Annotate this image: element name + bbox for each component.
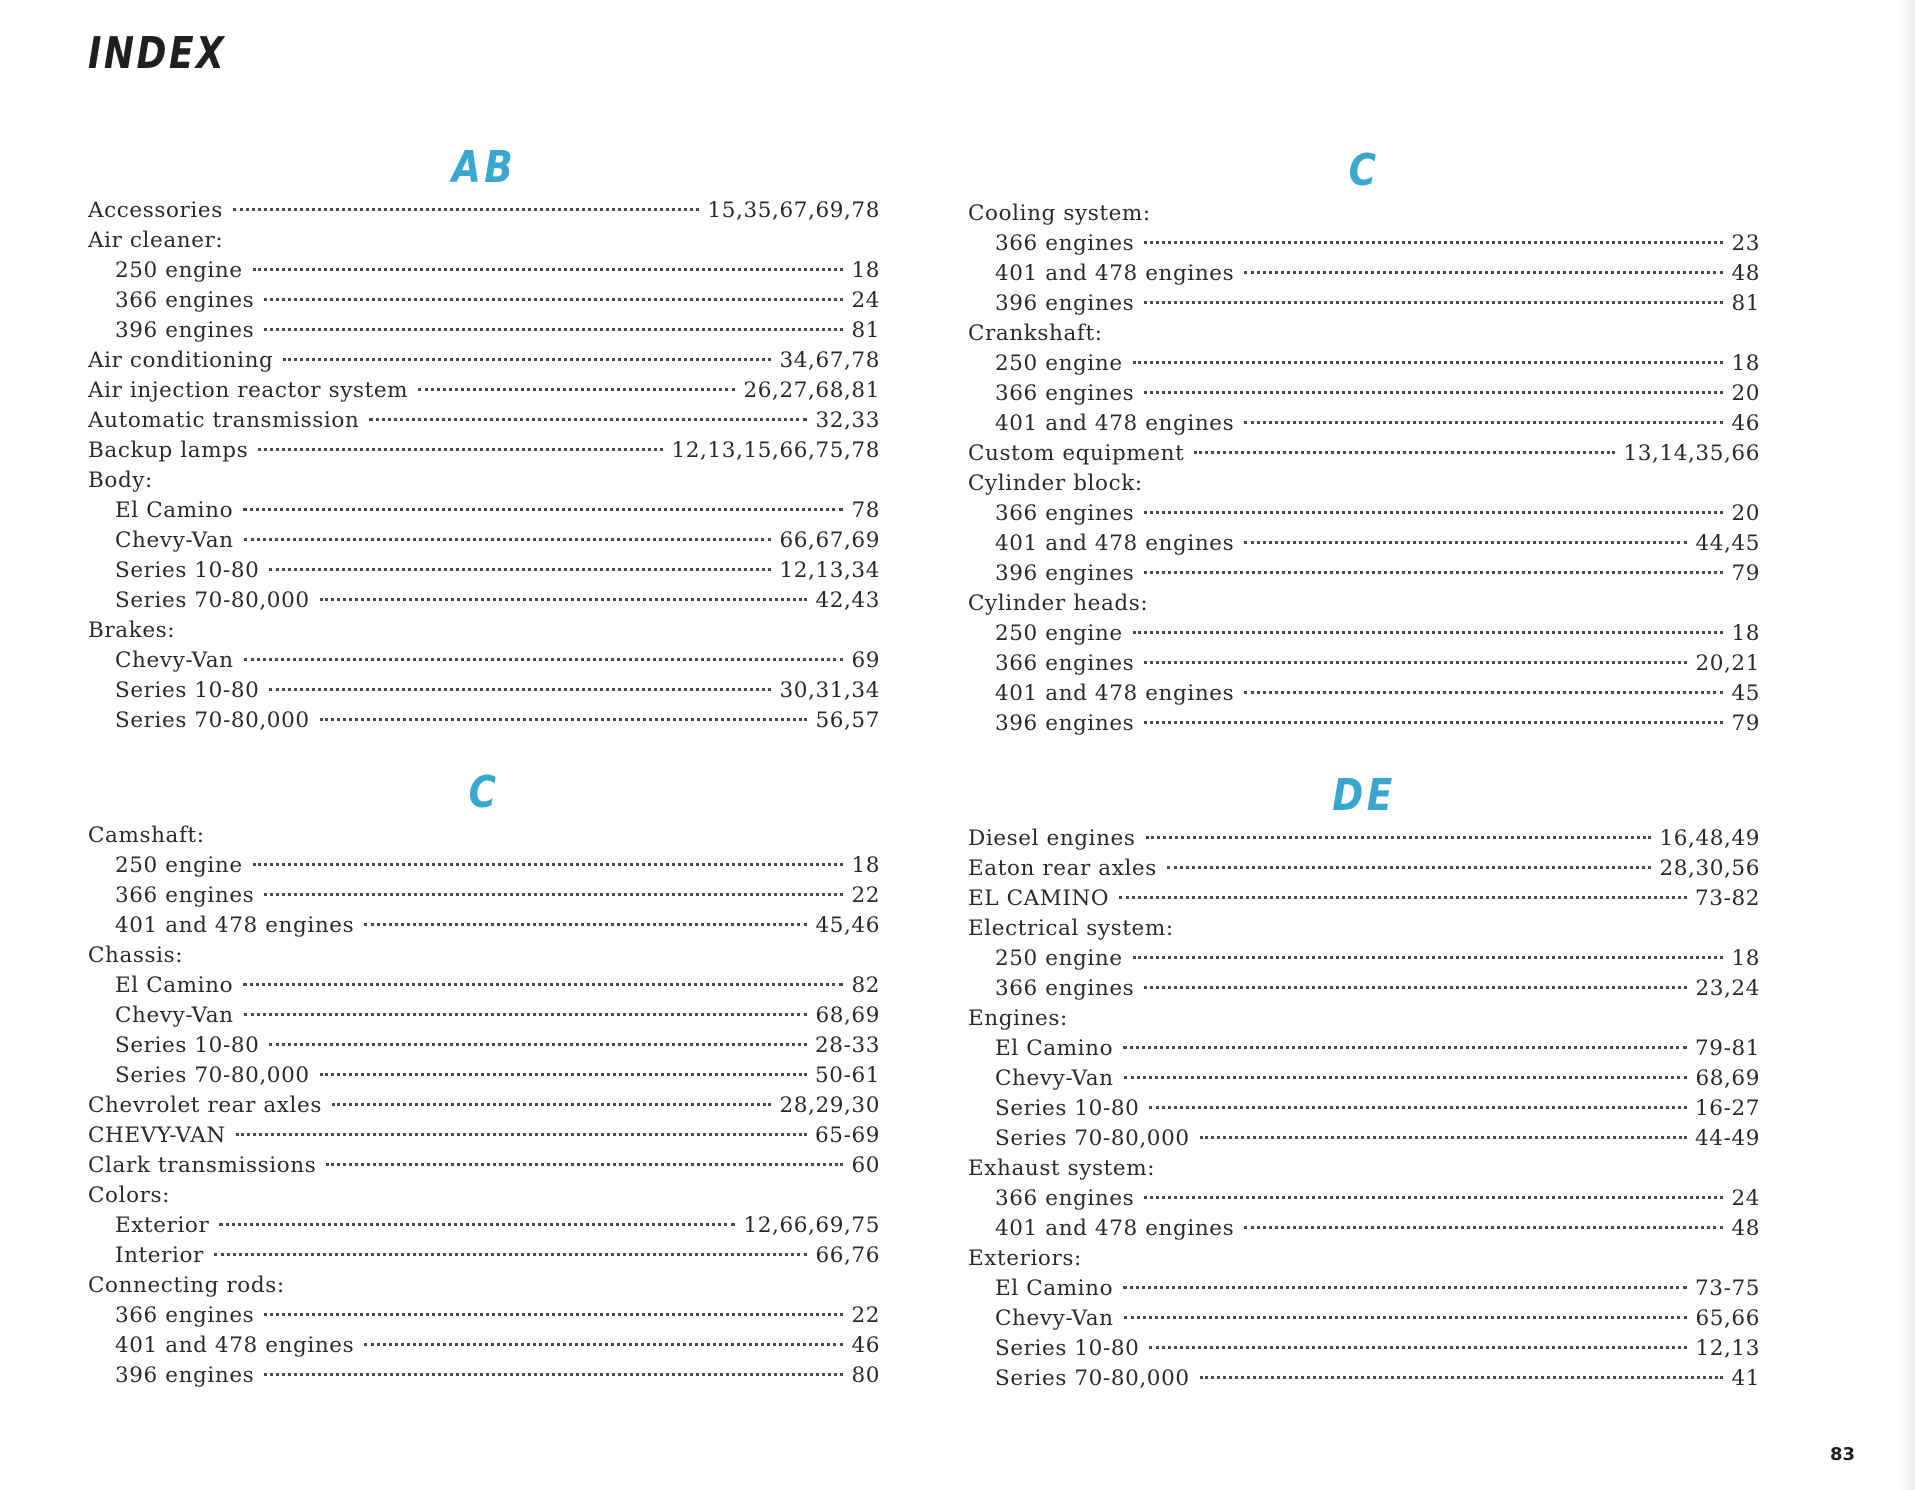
entry-label: Exterior (115, 1213, 210, 1238)
entry-label: 396 engines (995, 561, 1135, 586)
index-subentry (88, 911, 880, 941)
entry-pages: 18 (1731, 621, 1760, 646)
entry-pages: 50-61 (815, 1063, 880, 1088)
entry-pages: 26,27,68,81 (743, 378, 880, 403)
entry-label: Chevy-Van (115, 648, 234, 673)
dot-leader (1244, 421, 1723, 424)
dot-leader (1144, 1196, 1723, 1199)
entry-pages: 28-33 (815, 1033, 880, 1058)
index-entry (88, 196, 880, 226)
dot-leader (1146, 836, 1652, 839)
index-entry (968, 1004, 1760, 1034)
entry-pages: 24 (1731, 1186, 1760, 1211)
dot-leader (236, 1133, 807, 1136)
entry-label: Chevy-Van (995, 1066, 1114, 1091)
entry-label: 396 engines (115, 318, 255, 343)
entry-pages: 80 (851, 1363, 880, 1388)
entry-label: Backup lamps (88, 438, 249, 463)
index-entry (88, 1091, 880, 1121)
index-subentry (88, 496, 880, 526)
entry-pages: 16,48,49 (1659, 826, 1760, 851)
index-entry (968, 1244, 1760, 1274)
dot-leader (1144, 721, 1723, 724)
entry-label: 366 engines (995, 976, 1135, 1001)
index-subentry (88, 1211, 880, 1241)
dot-leader (264, 1373, 843, 1376)
index-subentry (88, 646, 880, 676)
entry-label: Air cleaner: (88, 228, 224, 253)
dot-leader (1244, 691, 1723, 694)
index-entry (88, 1151, 880, 1181)
section-c-right (968, 143, 1760, 739)
entry-label: Chevy-Van (115, 528, 234, 553)
dot-leader (244, 658, 844, 661)
entry-pages: 46 (1731, 411, 1760, 436)
entry-pages: 44,45 (1695, 531, 1760, 556)
entry-label: 366 engines (995, 381, 1135, 406)
entry-pages: 79 (1731, 711, 1760, 736)
dot-leader (269, 1043, 807, 1046)
section-de (968, 768, 1760, 1394)
entry-pages: 81 (1731, 291, 1760, 316)
index-subentry (88, 1361, 880, 1391)
index-subentry (968, 649, 1760, 679)
index-subentry (88, 851, 880, 881)
index-subentry (968, 409, 1760, 439)
index-subentry (88, 1001, 880, 1031)
dot-leader (1200, 1376, 1724, 1379)
dot-leader (1119, 896, 1687, 899)
entry-pages: 15,35,67,69,78 (707, 198, 880, 223)
entry-pages: 23,24 (1695, 976, 1760, 1001)
entry-pages: 41 (1731, 1366, 1760, 1391)
entry-label: Cylinder heads: (968, 591, 1149, 616)
entry-label: EL CAMINO (968, 886, 1110, 911)
entry-label: 396 engines (115, 1363, 255, 1388)
dot-leader (364, 1343, 843, 1346)
dot-leader (1149, 1346, 1687, 1349)
entry-label: 366 engines (115, 883, 255, 908)
entry-label: Series 10-80 (115, 678, 260, 703)
entry-label: Clark transmissions (88, 1153, 317, 1178)
dot-leader (332, 1103, 771, 1106)
entry-pages: 30,31,34 (779, 678, 880, 703)
dot-leader (1124, 1076, 1688, 1079)
entry-label: Cooling system: (968, 201, 1151, 226)
dot-leader (1144, 301, 1723, 304)
dot-leader (1194, 451, 1615, 454)
entry-pages: 48 (1731, 1216, 1760, 1241)
dot-leader (283, 358, 771, 361)
dot-leader (269, 568, 771, 571)
entry-pages: 66,76 (815, 1243, 880, 1268)
dot-leader (243, 983, 843, 986)
entry-label: 250 engine (115, 853, 243, 878)
entry-label: Brakes: (88, 618, 176, 643)
index-entry (968, 824, 1760, 854)
entry-label: Series 70-80,000 (115, 588, 310, 613)
dot-leader (1123, 1286, 1687, 1289)
index-subentry (968, 1034, 1760, 1064)
index-subentry (88, 1061, 880, 1091)
index-subentry (968, 1124, 1760, 1154)
entry-label: 401 and 478 engines (995, 681, 1235, 706)
index-subentry (968, 289, 1760, 319)
dot-leader (1244, 541, 1687, 544)
entry-label: Interior (115, 1243, 204, 1268)
entry-label: Colors: (88, 1183, 170, 1208)
entry-pages: 16-27 (1695, 1096, 1760, 1121)
index-entry (968, 589, 1760, 619)
entry-pages: 81 (851, 318, 880, 343)
index-subentry (968, 679, 1760, 709)
dot-leader (253, 268, 844, 271)
page-edge-shadow (1901, 0, 1915, 1490)
entry-pages: 68,69 (815, 1003, 880, 1028)
entry-pages: 28,29,30 (779, 1093, 880, 1118)
index-subentry (968, 529, 1760, 559)
index-subentry (968, 619, 1760, 649)
index-entry (968, 1154, 1760, 1184)
entry-pages: 18 (851, 258, 880, 283)
index-entry (88, 406, 880, 436)
section-header: C (468, 767, 500, 818)
entry-pages: 48 (1731, 261, 1760, 286)
index-subentry (968, 499, 1760, 529)
entry-label: 366 engines (995, 1186, 1135, 1211)
entry-pages: 79-81 (1695, 1036, 1760, 1061)
entry-label: 366 engines (995, 501, 1135, 526)
index-subentry (968, 1364, 1760, 1394)
index-subentry (88, 706, 880, 736)
index-subentry (968, 1184, 1760, 1214)
index-entry (88, 821, 880, 851)
entry-pages: 18 (1731, 946, 1760, 971)
entry-pages: 78 (851, 498, 880, 523)
entry-pages: 82 (851, 973, 880, 998)
entry-pages: 79 (1731, 561, 1760, 586)
entry-label: Air conditioning (88, 348, 274, 373)
index-entry (88, 436, 880, 466)
index-subentry (968, 709, 1760, 739)
entry-label: Engines: (968, 1006, 1068, 1031)
section-header: DE (1332, 770, 1396, 821)
index-entries (968, 824, 1760, 1394)
dot-leader (320, 598, 808, 601)
entry-label: Automatic transmission (88, 408, 360, 433)
index-subentry (968, 974, 1760, 1004)
entry-label: Chevy-Van (995, 1306, 1114, 1331)
entry-label: Exhaust system: (968, 1156, 1156, 1181)
entry-label: 401 and 478 engines (995, 411, 1235, 436)
dot-leader (258, 448, 663, 451)
index-subentry (968, 349, 1760, 379)
entry-label: Series 70-80,000 (995, 1366, 1190, 1391)
dot-leader (320, 718, 808, 721)
dot-leader (1144, 661, 1687, 664)
entry-pages: 24 (851, 288, 880, 313)
dot-leader (264, 893, 843, 896)
entry-label: 250 engine (115, 258, 243, 283)
entry-label: El Camino (115, 498, 234, 523)
index-entry (968, 854, 1760, 884)
entry-label: Electrical system: (968, 916, 1174, 941)
entry-label: 401 and 478 engines (995, 261, 1235, 286)
entry-label: 396 engines (995, 711, 1135, 736)
entry-pages: 18 (851, 853, 880, 878)
entry-label: 401 and 478 engines (995, 531, 1235, 556)
dot-leader (1133, 361, 1724, 364)
index-entry (88, 466, 880, 496)
index-subentry (88, 1241, 880, 1271)
index-entries (88, 196, 880, 736)
entry-pages: 22 (851, 1303, 880, 1328)
entry-pages: 23 (1731, 231, 1760, 256)
index-subentry (88, 526, 880, 556)
section-c-left (88, 765, 880, 1391)
index-subentry (88, 316, 880, 346)
dot-leader (364, 923, 807, 926)
entry-label: Series 10-80 (115, 558, 260, 583)
entry-label: Series 10-80 (115, 1033, 260, 1058)
index-subentry (88, 1301, 880, 1331)
index-subentry (968, 1214, 1760, 1244)
index-subentry (88, 586, 880, 616)
dot-leader (214, 1253, 808, 1256)
entry-label: 366 engines (995, 651, 1135, 676)
index-subentry (88, 971, 880, 1001)
dot-leader (1144, 511, 1723, 514)
entry-label: 250 engine (995, 946, 1123, 971)
index-subentry (968, 1064, 1760, 1094)
index-subentry (88, 881, 880, 911)
entry-pages: 45,46 (815, 913, 880, 938)
page-number: 83 (1829, 1444, 1855, 1465)
entry-pages: 12,13 (1695, 1336, 1760, 1361)
entry-label: Chevy-Van (115, 1003, 234, 1028)
entry-pages: 12,13,15,66,75,78 (671, 438, 880, 463)
dot-leader (1200, 1136, 1687, 1139)
entry-label: 250 engine (995, 621, 1123, 646)
entry-label: Eaton rear axles (968, 856, 1157, 881)
dot-leader (1167, 866, 1652, 869)
index-subentry (968, 379, 1760, 409)
dot-leader (244, 1013, 808, 1016)
entry-label: 366 engines (115, 1303, 255, 1328)
entry-pages: 45 (1731, 681, 1760, 706)
index-subentry (88, 1331, 880, 1361)
index-entries (88, 821, 880, 1391)
entry-label: 401 and 478 engines (995, 1216, 1235, 1241)
dot-leader (1144, 571, 1723, 574)
index-entries (968, 199, 1760, 739)
dot-leader (1123, 1046, 1687, 1049)
dot-leader (233, 208, 700, 211)
entry-label: 396 engines (995, 291, 1135, 316)
index-subentry (968, 229, 1760, 259)
index-subentry (968, 1274, 1760, 1304)
entry-label: Crankshaft: (968, 321, 1103, 346)
entry-pages: 44-49 (1695, 1126, 1760, 1151)
dot-leader (1133, 956, 1724, 959)
entry-pages: 66,67,69 (779, 528, 880, 553)
index-subentry (88, 1031, 880, 1061)
index-subentry (968, 1334, 1760, 1364)
page-title: INDEX (88, 28, 227, 79)
entry-label: Series 70-80,000 (995, 1126, 1190, 1151)
dot-leader (418, 388, 735, 391)
dot-leader (1149, 1106, 1687, 1109)
section-header: C (1348, 145, 1380, 196)
section-ab (88, 140, 880, 736)
entry-pages: 65-69 (815, 1123, 880, 1148)
entry-pages: 73-82 (1695, 886, 1760, 911)
entry-pages: 60 (851, 1153, 880, 1178)
dot-leader (1124, 1316, 1688, 1319)
entry-pages: 34,67,78 (779, 348, 880, 373)
entry-pages: 18 (1731, 351, 1760, 376)
entry-label: Custom equipment (968, 441, 1185, 466)
entry-label: Connecting rods: (88, 1273, 285, 1298)
entry-pages: 12,13,34 (779, 558, 880, 583)
entry-label: Chevrolet rear axles (88, 1093, 322, 1118)
index-entry (968, 199, 1760, 229)
index-entry (88, 1271, 880, 1301)
index-subentry (88, 556, 880, 586)
entry-pages: 46 (851, 1333, 880, 1358)
index-entry (88, 226, 880, 256)
entry-pages: 68,69 (1695, 1066, 1760, 1091)
index-subentry (968, 944, 1760, 974)
entry-pages: 69 (851, 648, 880, 673)
index-entry (88, 346, 880, 376)
index-entry (88, 941, 880, 971)
index-entry (968, 469, 1760, 499)
dot-leader (219, 1223, 735, 1226)
dot-leader (244, 538, 772, 541)
entry-pages: 22 (851, 883, 880, 908)
entry-pages: 42,43 (815, 588, 880, 613)
entry-pages: 32,33 (815, 408, 880, 433)
dot-leader (369, 418, 807, 421)
entry-pages: 20 (1731, 381, 1760, 406)
dot-leader (264, 328, 843, 331)
entry-label: CHEVY-VAN (88, 1123, 226, 1148)
dot-leader (253, 863, 844, 866)
index-entry (88, 1121, 880, 1151)
index-subentry (968, 1304, 1760, 1334)
entry-label: 401 and 478 engines (115, 1333, 355, 1358)
index-subentry (968, 1094, 1760, 1124)
index-subentry (88, 256, 880, 286)
entry-label: Exteriors: (968, 1246, 1082, 1271)
index-entry (88, 376, 880, 406)
entry-pages: 28,30,56 (1659, 856, 1760, 881)
entry-label: El Camino (995, 1036, 1114, 1061)
dot-leader (1244, 271, 1723, 274)
entry-label: Cylinder block: (968, 471, 1143, 496)
entry-pages: 13,14,35,66 (1623, 441, 1760, 466)
entry-label: 401 and 478 engines (115, 913, 355, 938)
entry-label: El Camino (995, 1276, 1114, 1301)
entry-label: Series 10-80 (995, 1336, 1140, 1361)
entry-label: Series 70-80,000 (115, 1063, 310, 1088)
entry-pages: 73-75 (1695, 1276, 1760, 1301)
index-subentry (968, 559, 1760, 589)
entry-label: 366 engines (115, 288, 255, 313)
entry-label: 366 engines (995, 231, 1135, 256)
entry-pages: 20 (1731, 501, 1760, 526)
dot-leader (1244, 1226, 1723, 1229)
dot-leader (1133, 631, 1724, 634)
section-header: AB (451, 142, 517, 193)
dot-leader (243, 508, 843, 511)
dot-leader (1144, 391, 1723, 394)
index-entry (88, 1181, 880, 1211)
index-entry (88, 616, 880, 646)
entry-pages: 56,57 (815, 708, 880, 733)
dot-leader (264, 1313, 843, 1316)
entry-label: El Camino (115, 973, 234, 998)
dot-leader (1144, 986, 1687, 989)
entry-label: Camshaft: (88, 823, 205, 848)
entry-pages: 12,66,69,75 (743, 1213, 880, 1238)
dot-leader (326, 1163, 843, 1166)
entry-label: Chassis: (88, 943, 184, 968)
index-subentry (88, 676, 880, 706)
entry-label: Body: (88, 468, 153, 493)
entry-pages: 65,66 (1695, 1306, 1760, 1331)
index-entry (968, 439, 1760, 469)
index-subentry (88, 286, 880, 316)
entry-label: Air injection reactor system (88, 378, 409, 403)
entry-label: Series 70-80,000 (115, 708, 310, 733)
index-entry (968, 319, 1760, 349)
index-entry (968, 914, 1760, 944)
dot-leader (1144, 241, 1723, 244)
index-entry (968, 884, 1760, 914)
index-subentry (968, 259, 1760, 289)
dot-leader (269, 688, 771, 691)
entry-label: Accessories (88, 198, 223, 223)
dot-leader (264, 298, 843, 301)
entry-pages: 20,21 (1695, 651, 1760, 676)
entry-label: 250 engine (995, 351, 1123, 376)
dot-leader (320, 1073, 807, 1076)
entry-label: Diesel engines (968, 826, 1136, 851)
entry-label: Series 10-80 (995, 1096, 1140, 1121)
